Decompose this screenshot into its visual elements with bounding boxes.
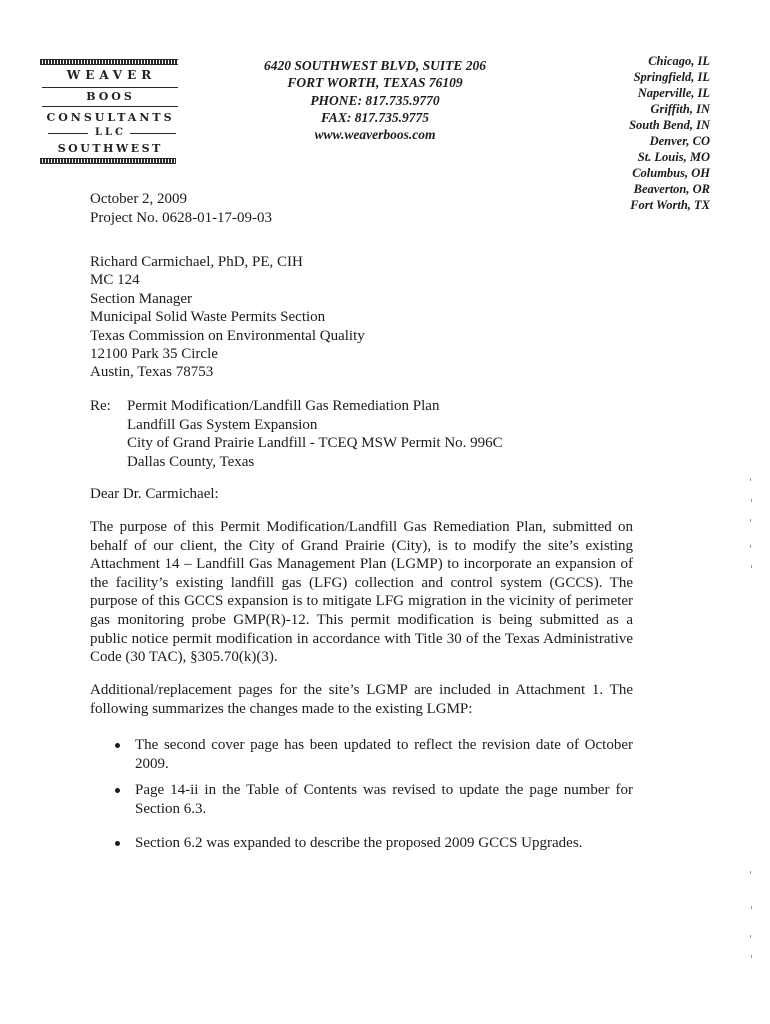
bullet-dot-icon — [115, 841, 120, 846]
bullet-item-2 — [90, 781, 635, 821]
logo-word-weaver: WEAVER — [66, 68, 157, 82]
recipient-name: Richard Carmichael, PhD, PE, CIH — [90, 254, 303, 270]
scan-speck — [750, 871, 751, 874]
office-location: Chicago, IL — [648, 54, 710, 68]
scan-speck — [751, 955, 752, 958]
recipient-city: Austin, Texas 78753 — [90, 364, 214, 381]
logo-bottom-band — [40, 158, 176, 164]
subject-line: Landfill Gas System Expansion — [127, 416, 318, 433]
bullet-item-3 — [90, 834, 635, 854]
office-location: Denver, CO — [649, 134, 710, 148]
recipient-mail-code: MC 124 — [90, 272, 140, 289]
bullet-text — [135, 781, 633, 818]
address-street: 6420 SOUTHWEST BLVD, SUITE 206 — [264, 58, 486, 73]
subject-lines — [127, 397, 503, 471]
paragraph-line: Attachment 14 – Landfill Gas Management Plan (LGMP) to incorporate an expansion of — [90, 556, 633, 573]
bullet-line: The second cover page has been updated to reflect the revision date of October — [135, 737, 633, 753]
recipient-section: Municipal Solid Waste Permits Section — [90, 309, 326, 326]
bullet-item-1 — [90, 736, 635, 776]
logo-word-llc: LLC — [94, 127, 127, 138]
letterhead-address — [250, 57, 500, 143]
paragraph-line: Additional/replacement pages for the site’s LGMP are included in Attachment 1. The — [90, 682, 633, 698]
subject-line: City of Grand Prairie Landfill - TCEQ MSW Permit No. 996C — [127, 435, 503, 451]
address-fax: FAX: 817.735.9775 — [321, 109, 429, 125]
office-location: Beaverton, OR — [633, 182, 710, 196]
salutation-text: Dear Dr. Carmichael: — [90, 486, 219, 502]
scan-speck — [751, 565, 752, 568]
scan-speck — [750, 519, 751, 522]
office-location: South Bend, IN — [629, 118, 710, 132]
subject-block — [90, 397, 650, 477]
office-location: Columbus, OH — [632, 166, 710, 180]
paragraph-line: public notice permit modification in accordance with Title 30 of the Texas Administrative — [90, 630, 633, 647]
office-location: Fort Worth, TX — [630, 198, 710, 212]
logo-top-band — [40, 59, 178, 65]
recipient-title: Section Manager — [90, 290, 193, 307]
project-number: Project No. 0628-01-17-09-03 — [90, 209, 273, 226]
bullet-text — [135, 834, 633, 853]
paragraph-line: Code (30 TAC), §305.70(k)(3). — [90, 649, 278, 666]
recipient-agency: Texas Commission on Environmental Quality — [90, 327, 365, 344]
paragraph-line: the facility’s existing landfill gas (LFG) collection and control system (GCCS). The — [90, 574, 633, 591]
logo-word-southwest: SOUTHWEST — [57, 142, 163, 155]
bullet-line: 2009. — [135, 755, 169, 772]
logo-word-boos: BOOS — [86, 90, 135, 103]
office-location: St. Louis, MO — [637, 150, 710, 164]
scan-speck — [750, 935, 751, 938]
scan-speck — [751, 499, 752, 502]
address-phone: PHONE: 817.735.9770 — [310, 92, 440, 108]
logo-llc-rule-right — [130, 133, 176, 134]
office-locations — [570, 53, 710, 213]
bullet-dot-icon — [115, 743, 120, 748]
bullet-line: Page 14-ii in the Table of Contents was revised to update the page number for — [135, 782, 633, 798]
address-city: FORT WORTH, TEXAS 76109 — [287, 75, 463, 91]
logo-rule-2 — [42, 106, 178, 107]
bullet-line: Section 6.3. — [135, 800, 207, 817]
subject-line: Permit Modification/Landfill Gas Remediation Plan — [127, 398, 440, 414]
paragraph-line: behalf of our client, the City of Grand Prairie (City), is to modify the site’s existing — [90, 537, 633, 554]
paragraph-line: The purpose of this Permit Modification/Landfill Gas Remediation Plan, submitted on — [90, 519, 633, 535]
paragraph-line: purpose of this GCCS expansion is to mitigate LFG migration in the vicinity of perimeter — [90, 593, 633, 610]
date-block — [90, 190, 272, 227]
subject-label: Re: — [90, 398, 111, 414]
scan-speck — [750, 478, 751, 481]
office-location: Griffith, IN — [650, 102, 710, 116]
bullet-line: Section 6.2 was expanded to describe the proposed 2009 GCCS Upgrades. — [135, 835, 583, 851]
paragraph-line: gas monitoring probe GMP(R)-12. This permit modification is being submitted as a — [90, 611, 633, 628]
bullet-text — [135, 736, 633, 773]
paragraph-line: following summarizes the changes made to the existing LGMP: — [90, 700, 473, 717]
office-location: Springfield, IL — [633, 70, 710, 84]
body-paragraph-1 — [90, 518, 633, 667]
bullet-dot-icon — [115, 788, 120, 793]
scan-speck — [751, 906, 752, 909]
body-paragraph-2 — [90, 681, 633, 718]
subject-line: Dallas County, Texas — [127, 453, 255, 470]
logo-word-consultants: CONSULTANTS — [46, 111, 175, 124]
letter-date: October 2, 2009 — [90, 191, 188, 207]
recipient-address — [90, 253, 365, 382]
address-website: www.weaverboos.com — [314, 127, 436, 142]
logo-rule-1 — [42, 87, 178, 88]
scan-speck — [750, 545, 751, 548]
office-location: Naperville, IL — [637, 86, 710, 100]
recipient-street: 12100 Park 35 Circle — [90, 345, 218, 362]
salutation — [90, 485, 219, 504]
